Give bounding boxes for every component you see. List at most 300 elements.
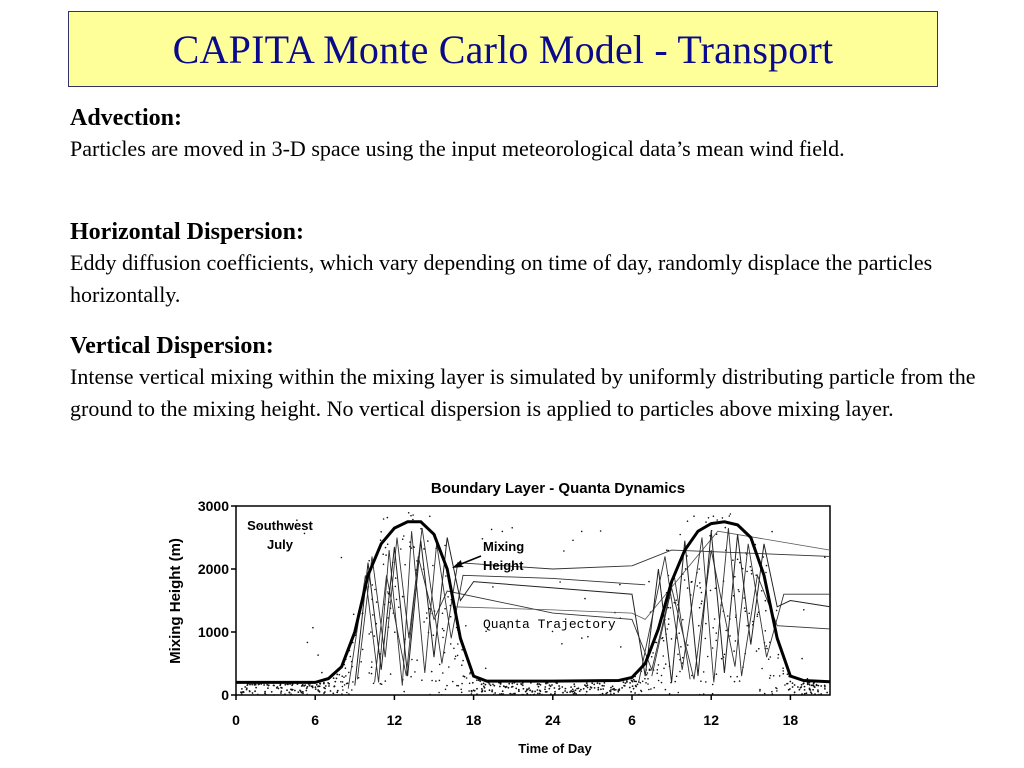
particle-dot <box>254 690 256 692</box>
y-axis-label: Mixing Height (m) <box>167 538 184 664</box>
particle-dot <box>511 686 513 688</box>
particle-dot <box>341 693 343 695</box>
particle-dot <box>648 581 650 583</box>
particle-dot <box>621 687 623 689</box>
particle-dot <box>699 582 701 584</box>
particle-dot <box>530 694 532 696</box>
particle-dot <box>766 648 768 650</box>
particle-dot <box>802 683 804 685</box>
particle-dot <box>306 694 308 696</box>
particle-dot <box>789 688 791 690</box>
particle-dot <box>597 687 599 689</box>
particle-dot <box>687 587 689 589</box>
particle-dot <box>589 689 591 691</box>
particle-dot <box>410 676 412 678</box>
mixing-height-annotation-line1: Mixing <box>483 539 525 554</box>
particle-dot <box>610 689 612 691</box>
particle-dot <box>442 637 444 639</box>
particle-dot <box>284 684 286 686</box>
particle-dot <box>761 590 763 592</box>
particle-dot <box>770 656 772 658</box>
particle-dot <box>729 635 731 637</box>
particle-dot <box>371 673 373 675</box>
particle-dot <box>429 516 431 518</box>
particle-dot <box>662 637 664 639</box>
particle-dot <box>372 614 374 616</box>
particle-dot <box>674 681 676 683</box>
particle-dot <box>452 681 454 683</box>
particle-dot <box>325 685 327 687</box>
particle-dot <box>463 675 465 677</box>
particle-dot <box>472 682 474 684</box>
particle-dot <box>817 685 819 687</box>
particle-dot <box>426 612 428 614</box>
particle-dot <box>693 515 695 517</box>
particle-dot <box>666 549 668 551</box>
particle-dot <box>520 683 522 685</box>
particle-dot <box>585 694 587 696</box>
particle-dot <box>712 684 714 686</box>
particle-dot <box>638 694 640 696</box>
particle-dot <box>362 649 364 651</box>
particle-dot <box>599 683 601 685</box>
particle-dot <box>473 689 475 691</box>
particle-dot <box>288 692 290 694</box>
particle-dot <box>336 691 338 693</box>
particle-dots <box>240 512 828 696</box>
particle-dot <box>591 682 593 684</box>
particle-dot <box>675 599 677 601</box>
particle-dot <box>712 693 714 695</box>
particle-dot <box>800 686 802 688</box>
particle-dot <box>682 619 684 621</box>
particle-dot <box>676 676 678 678</box>
particle-dot <box>587 684 589 686</box>
particle-dot <box>603 685 605 687</box>
particle-dot <box>682 657 684 659</box>
particle-dot <box>317 686 319 688</box>
particle-dot <box>485 668 487 670</box>
particle-dot <box>383 518 385 520</box>
particle-dot <box>368 672 370 674</box>
particle-dot <box>255 687 257 689</box>
particle-dot <box>817 689 819 691</box>
chart-title: Boundary Layer - Quanta Dynamics <box>430 480 686 497</box>
particle-dot <box>658 680 660 682</box>
slide-title: CAPITA Monte Carlo Model - Transport <box>172 26 834 72</box>
particle-dot <box>501 693 503 695</box>
particle-dot <box>538 683 540 685</box>
particle-dot <box>537 689 539 691</box>
particle-dot <box>559 581 561 583</box>
particle-dot <box>340 681 342 683</box>
particle-dot <box>371 661 373 663</box>
particle-dot <box>264 692 266 694</box>
particle-dot <box>651 656 653 658</box>
particle-dot <box>700 680 702 682</box>
particle-dot <box>633 688 635 690</box>
particle-dot <box>441 694 443 696</box>
particle-dot <box>733 650 735 652</box>
particle-dot <box>484 687 486 689</box>
particle-dot <box>764 693 766 695</box>
particle-dot <box>668 618 670 620</box>
particle-dot <box>630 691 632 693</box>
particle-dot <box>799 689 801 691</box>
particle-dot <box>532 690 534 692</box>
particle-dot <box>775 687 777 689</box>
particle-dot <box>712 647 714 649</box>
particle-dot <box>494 692 496 694</box>
particle-dot <box>563 550 565 552</box>
particle-dot <box>729 515 731 517</box>
region-annotation-line2: July <box>266 537 294 552</box>
particle-dot <box>432 565 434 567</box>
particle-dot <box>670 607 672 609</box>
particle-dot <box>739 562 741 564</box>
particle-dot <box>489 689 491 691</box>
particle-dot <box>792 682 794 684</box>
y-tick-label: 3000 <box>197 498 229 514</box>
particle-dot <box>471 693 473 695</box>
particle-dot <box>332 693 334 695</box>
particle-dot <box>334 681 336 683</box>
particle-dot <box>342 681 344 683</box>
particle-dot <box>456 685 458 687</box>
particle-dot <box>766 645 768 647</box>
particle-dot <box>618 689 620 691</box>
particle-dot <box>403 535 405 537</box>
particle-dot <box>544 688 546 690</box>
particle-dot <box>345 667 347 669</box>
particle-dot <box>427 540 429 542</box>
particle-dot <box>511 683 513 685</box>
particle-dot <box>715 588 717 590</box>
particle-dot <box>584 684 586 686</box>
y-tick-label: 0 <box>221 687 229 703</box>
particle-dot <box>249 690 251 692</box>
particle-dot <box>712 627 714 629</box>
particle-dot <box>801 693 803 695</box>
particle-dot <box>383 564 385 566</box>
particle-dot <box>315 688 317 690</box>
particle-dot <box>811 693 813 695</box>
particle-dot <box>551 684 553 686</box>
particle-dot <box>722 517 724 519</box>
particle-dot <box>351 689 353 691</box>
particle-dot <box>613 693 615 695</box>
section-heading: Advection: <box>70 105 182 131</box>
particle-dot <box>652 652 654 654</box>
particle-dot <box>360 661 362 663</box>
dispersion-path <box>348 531 645 689</box>
particle-dot <box>416 659 418 661</box>
particle-dot <box>476 688 478 690</box>
particle-dot <box>290 693 292 695</box>
particle-dot <box>309 685 311 687</box>
particle-dot <box>777 657 779 659</box>
particle-dot <box>566 692 568 694</box>
particle-dot <box>264 691 266 693</box>
particle-dot <box>499 686 501 688</box>
particle-dot <box>489 683 491 685</box>
particle-dot <box>759 690 761 692</box>
particle-dot <box>518 690 520 692</box>
particle-dot <box>462 566 464 568</box>
particle-dot <box>814 686 816 688</box>
particle-dot <box>319 683 321 685</box>
particle-dot <box>590 686 592 688</box>
particle-dot <box>499 693 501 695</box>
particle-dot <box>665 663 667 665</box>
particle-dot <box>312 687 314 689</box>
particle-dot <box>493 685 495 687</box>
particle-dot <box>617 691 619 693</box>
particle-dot <box>646 674 648 676</box>
particle-dot <box>751 573 753 575</box>
particle-dot <box>447 596 449 598</box>
particle-dot <box>625 682 627 684</box>
particle-dot <box>290 689 292 691</box>
particle-dot <box>490 685 492 687</box>
particle-dot <box>263 684 265 686</box>
particle-dot <box>794 694 796 696</box>
particle-dot <box>280 692 282 694</box>
particle-dot <box>294 690 296 692</box>
particle-dot <box>342 686 344 688</box>
particle-dot <box>766 565 768 567</box>
particle-dot <box>348 672 350 674</box>
particle-dot <box>773 675 775 677</box>
particle-dot <box>748 613 750 615</box>
particle-dot <box>534 691 536 693</box>
particle-dot <box>412 514 414 516</box>
particle-dot <box>410 515 412 517</box>
particle-dot <box>734 576 736 578</box>
particle-dot <box>461 683 463 685</box>
particle-dot <box>249 684 251 686</box>
particle-dot <box>323 683 325 685</box>
particle-dot <box>771 691 773 693</box>
particle-dot <box>736 676 738 678</box>
particle-dot <box>671 638 673 640</box>
particle-dot <box>446 685 448 687</box>
particle-dot <box>678 632 680 634</box>
x-tick-label: 12 <box>703 712 719 728</box>
particle-dot <box>623 681 625 683</box>
mixing-height-line <box>236 522 830 683</box>
particle-dot <box>601 685 603 687</box>
particle-dot <box>669 693 671 695</box>
particle-dot <box>502 531 504 533</box>
particle-dot <box>656 642 658 644</box>
particle-dot <box>658 664 660 666</box>
particle-dot <box>341 675 343 677</box>
particle-dot <box>602 693 604 695</box>
particle-dot <box>300 690 302 692</box>
particle-dot <box>792 686 794 688</box>
particle-dot <box>575 693 577 695</box>
particle-dot <box>373 683 375 685</box>
particle-dot <box>387 591 389 593</box>
particle-dot <box>730 513 732 515</box>
particle-dot <box>330 690 332 692</box>
particle-dot <box>502 690 504 692</box>
particle-dot <box>251 684 253 686</box>
particle-dot <box>657 669 659 671</box>
particle-dot <box>642 681 644 683</box>
particle-dot <box>509 693 511 695</box>
particle-dot <box>412 519 414 521</box>
particle-dot <box>761 668 763 670</box>
particle-dot <box>548 688 550 690</box>
particle-dot <box>312 627 314 629</box>
particle-dot <box>584 598 586 600</box>
particle-dot <box>493 694 495 696</box>
particle-dot <box>404 564 406 566</box>
particle-dot <box>644 678 646 680</box>
particle-dot <box>804 689 806 691</box>
particle-dot <box>765 572 767 574</box>
particle-dot <box>445 575 447 577</box>
particle-dot <box>508 687 510 689</box>
particle-dot <box>647 678 649 680</box>
particle-dot <box>734 681 736 683</box>
particle-dot <box>435 680 437 682</box>
particle-dot <box>438 692 440 694</box>
particle-dot <box>632 681 634 683</box>
particle-dot <box>468 690 470 692</box>
particle-dot <box>586 682 588 684</box>
particle-dot <box>382 553 384 555</box>
particle-dot <box>645 682 647 684</box>
particle-dot <box>450 643 452 645</box>
particle-dot <box>705 521 707 523</box>
particle-dot <box>305 690 307 692</box>
particle-dot <box>698 625 700 627</box>
particle-dot <box>738 589 740 591</box>
particle-dot <box>345 675 347 677</box>
particle-dot <box>732 559 734 561</box>
particle-dot <box>581 531 583 533</box>
particle-dot <box>620 646 622 648</box>
particle-dot <box>768 658 770 660</box>
particle-dot <box>801 684 803 686</box>
particle-dot <box>511 527 513 529</box>
particle-dot <box>323 687 325 689</box>
particle-dot <box>541 694 543 696</box>
particle-dot <box>705 638 707 640</box>
particle-dot <box>429 694 431 696</box>
particle-dot <box>783 673 785 675</box>
mixing-height-annotation-line2: Height <box>483 558 524 573</box>
particle-dot <box>604 682 606 684</box>
particle-dot <box>629 682 631 684</box>
particle-dot <box>640 690 642 692</box>
particle-dot <box>368 633 370 635</box>
particle-dot <box>708 517 710 519</box>
particle-dot <box>328 685 330 687</box>
section-heading: Horizontal Dispersion: <box>70 219 304 245</box>
particle-dot <box>439 680 441 682</box>
particle-dot <box>348 693 350 695</box>
particle-dot <box>431 680 433 682</box>
particle-dot <box>286 689 288 691</box>
particle-dot <box>442 613 444 615</box>
particle-dot <box>650 688 652 690</box>
particle-dot <box>328 683 330 685</box>
particle-dot <box>784 684 786 686</box>
particle-dot <box>469 683 471 685</box>
particle-dot <box>573 693 575 695</box>
particle-dot <box>594 687 596 689</box>
particle-dot <box>765 630 767 632</box>
particle-dot <box>826 692 828 694</box>
particle-dot <box>395 577 397 579</box>
particle-dot <box>587 687 589 689</box>
particle-dot <box>687 520 689 522</box>
particle-dot <box>574 686 576 688</box>
section-body: Intense vertical mixing within the mixing layer is simulated by uniformly distributing particle from the ground to the mixing height. No vertical dispersion is applied to particles above mixing layer. <box>70 364 976 421</box>
particle-dot <box>402 538 404 540</box>
particle-dot <box>529 689 531 691</box>
particle-dot <box>771 531 773 533</box>
particle-dot <box>804 693 806 695</box>
particle-dot <box>353 614 355 616</box>
particle-dot <box>516 683 518 685</box>
particle-dot <box>370 631 372 633</box>
particle-dot <box>667 628 669 630</box>
particle-dot <box>770 675 772 677</box>
particle-dot <box>716 519 718 521</box>
particle-dot <box>824 685 826 687</box>
particle-dot <box>466 677 468 679</box>
particle-dot <box>522 694 524 696</box>
particle-dot <box>663 640 665 642</box>
particle-dot <box>372 584 374 586</box>
particle-dot <box>400 548 402 550</box>
particle-dot <box>448 666 450 668</box>
particle-dot <box>755 574 757 576</box>
particle-dot <box>550 693 552 695</box>
particle-dot <box>433 634 435 636</box>
particle-dot <box>461 664 463 666</box>
particle-dot <box>333 686 335 688</box>
particle-dot <box>333 677 335 679</box>
particle-dot <box>653 687 655 689</box>
particle-dot <box>634 680 636 682</box>
particle-dot <box>273 694 275 696</box>
particle-dot <box>687 644 689 646</box>
particle-dot <box>540 690 542 692</box>
particle-dot <box>816 684 818 686</box>
particle-dot <box>302 684 304 686</box>
particle-dot <box>713 515 715 517</box>
particle-dot <box>677 654 679 656</box>
particle-dot <box>699 607 701 609</box>
particle-dot <box>483 683 485 685</box>
particle-dot <box>684 579 686 581</box>
particle-dot <box>538 686 540 688</box>
particle-dot <box>794 684 796 686</box>
particle-dot <box>746 571 748 573</box>
particle-dot <box>730 676 732 678</box>
particle-dot <box>572 540 574 542</box>
particle-dot <box>710 590 712 592</box>
particle-dot <box>460 689 462 691</box>
particle-dot <box>485 684 487 686</box>
particle-dot <box>665 689 667 691</box>
